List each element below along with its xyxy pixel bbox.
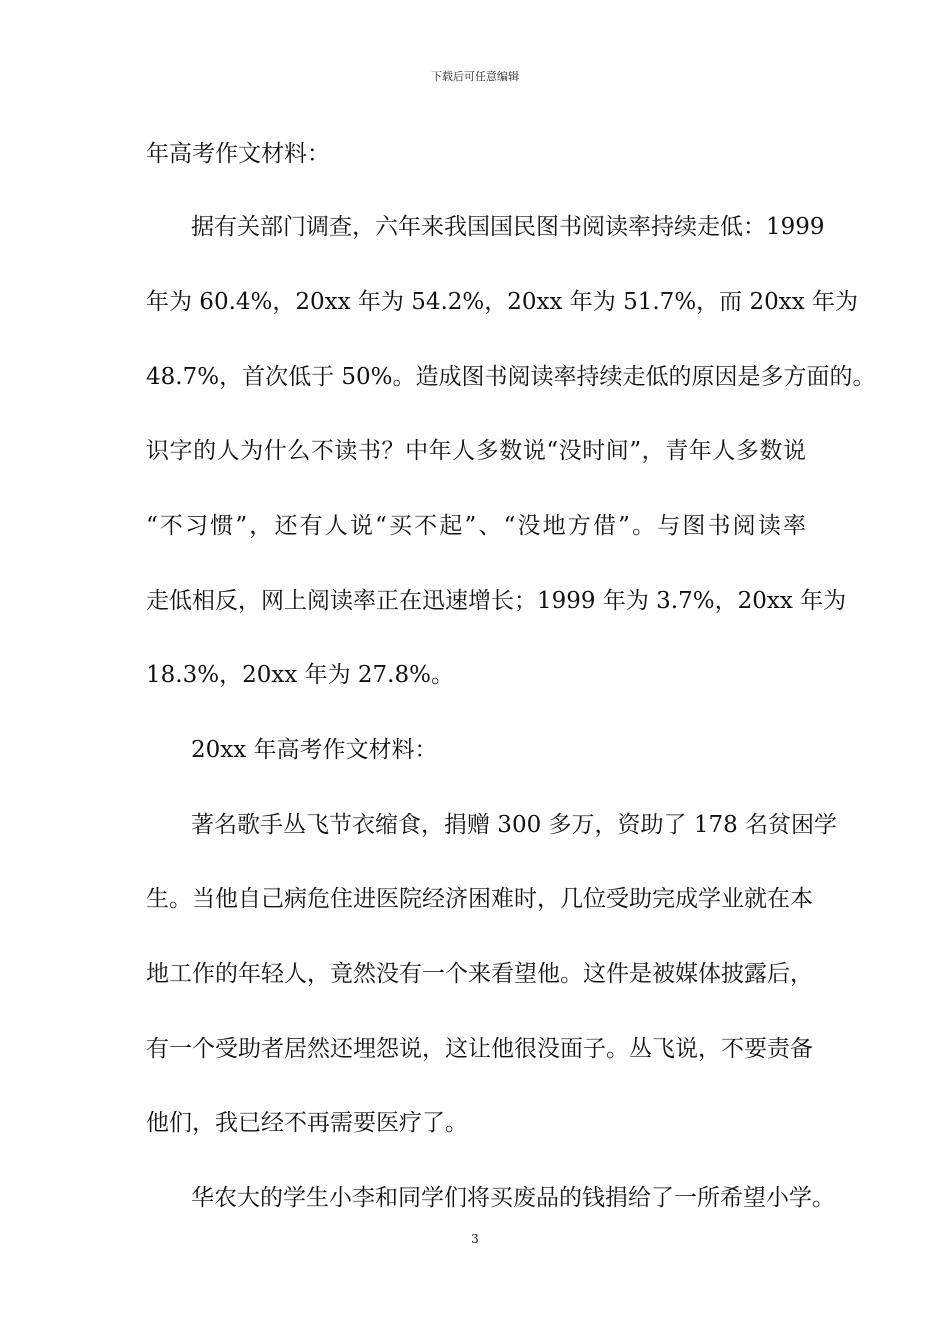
text-line: 18.3%，20xx 年为 27.8%。 — [146, 662, 454, 688]
text-line: 年高考作文材料： — [146, 141, 330, 167]
text-line: 据有关部门调查，六年来我国国民图书阅读率持续走低：1999 — [191, 214, 825, 240]
text-line: 生。当他自己病危住进医院经济困难时，几位受助完成学业就在本 — [146, 886, 813, 912]
text-line: 走低相反，网上阅读率正在迅速增长；1999 年为 3.7%，20xx 年为 — [146, 588, 847, 614]
text-line: 他们，我已经不再需要医疗了。 — [146, 1110, 468, 1136]
text-line: 识字的人为什么不读书？中年人多数说“没时间”，青年人多数说 — [146, 438, 806, 464]
text-line: “不习惯”，还有人说“买不起”、“没地方借”。与图书阅读率 — [146, 513, 806, 539]
text-line: 20xx 年高考作文材料： — [191, 737, 438, 763]
text-line: 48.7%，首次低于 50%。造成图书阅读率持续走低的原因是多方面的。 — [146, 364, 876, 390]
text-line: 地工作的年轻人，竟然没有一个来看望他。这件是被媒体披露后， — [146, 961, 813, 987]
page-header: 下载后可任意编辑 — [431, 70, 519, 83]
page-number: 3 — [471, 1232, 479, 1246]
text-line: 著名歌手丛飞节衣缩食，捐赠 300 多万，资助了 178 名贫困学 — [191, 812, 838, 838]
text-line: 华农大的学生小李和同学们将买废品的钱捐给了一所希望小学。 — [191, 1185, 835, 1211]
text-line: 年为 60.4%，20xx 年为 54.2%，20xx 年为 51.7%，而 20xx 年为 — [146, 289, 859, 315]
text-line: 有一个受助者居然还埋怨说，这让他很没面子。丛飞说，不要责备 — [146, 1036, 813, 1062]
